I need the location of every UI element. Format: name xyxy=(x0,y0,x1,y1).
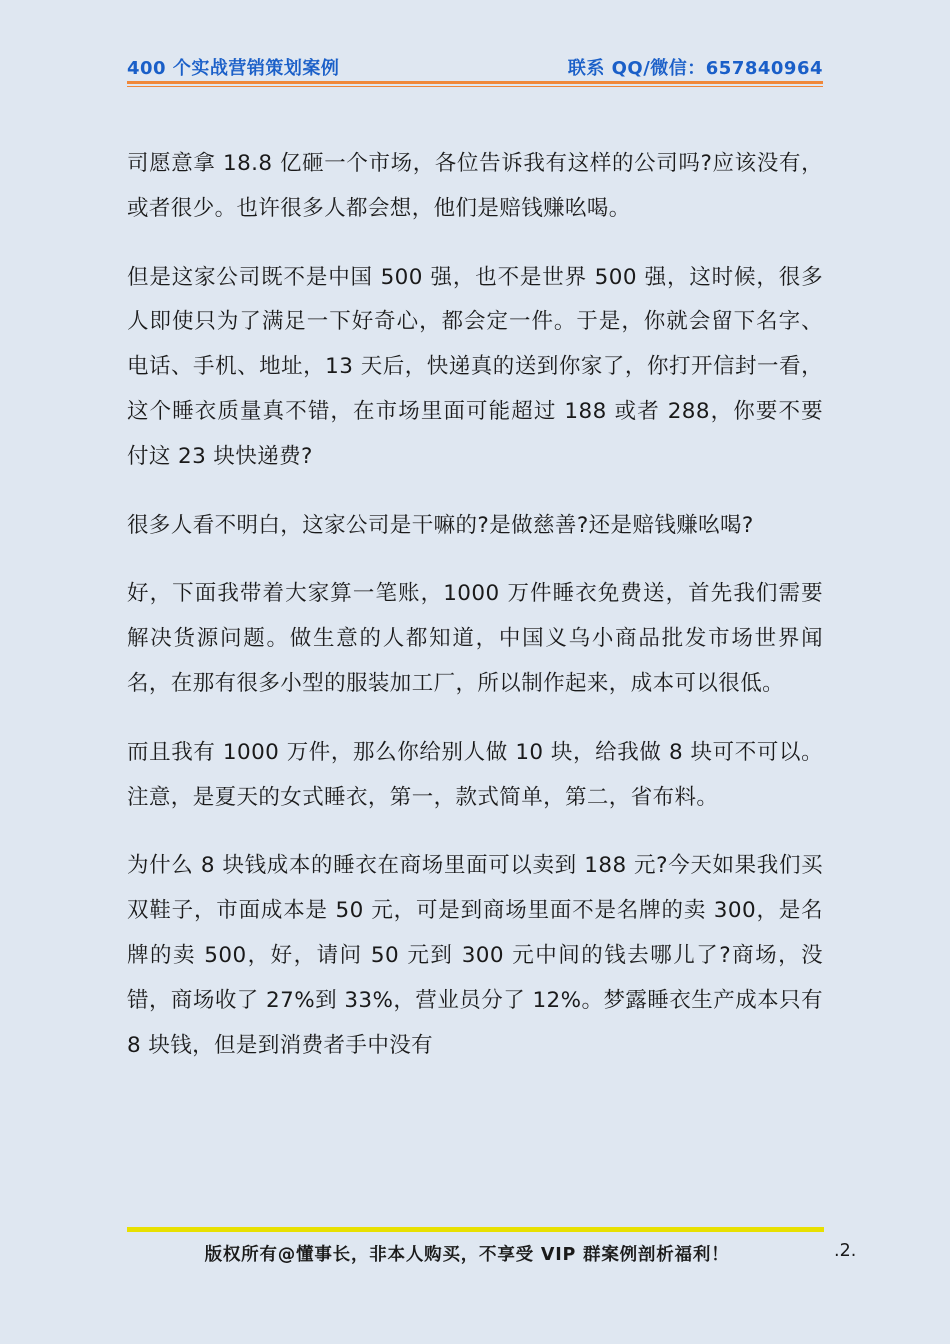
paragraph-4: 好，下面我带着大家算一笔账，1000 万件睡衣免费送，首先我们需要解决货源问题。做生意的人都知道，中国义乌小商品批发市场世界闻名，在那有很多小型的服装加工厂，所以制作起来，成本可以很低。 xyxy=(127,581,823,696)
footer-divider xyxy=(127,1227,824,1232)
header-divider xyxy=(127,81,823,84)
footer-copyright: 版权所有@懂事长，非本人购买，不享受 VIP 群案例剖析福利！ xyxy=(204,1245,730,1265)
header-divider-thin xyxy=(127,86,823,87)
paragraph-2: 但是这家公司既不是中国 500 强，也不是世界 500 强，这时候，很多人即使只为了满足一下好奇心，都会定一件。于是，你就会留下名字、电话、手机、地址，13 天后，快递真的送到你家了，你打开信封一看，这个睡衣质量真不错，在市场里面可能超过 188 或者 288，你要不要付这 23 块快递费? xyxy=(127,264,823,469)
paragraph-3: 很多人看不明白，这家公司是干嘛的?是做慈善?还是赔钱赚吆喝? xyxy=(127,512,754,538)
paragraph-1: 司愿意拿 18.8 亿砸一个市场，各位告诉我有这样的公司吗?应该没有，或者很少。也许很多人都会想，他们是赔钱赚吆喝。 xyxy=(127,151,823,221)
header-contact: 联系 QQ/微信：657840964 xyxy=(567,58,823,79)
page-number: .2. xyxy=(834,1241,857,1261)
paragraph-6: 为什么 8 块钱成本的睡衣在商场里面可以卖到 188 元?今天如果我们买双鞋子，市面成本是 50 元，可是到商场里面不是名牌的卖 300，是名牌的卖 500，好，请问 50 元到 300 元中间的钱去哪儿了?商场，没错，商场收了 27%到 33%，营业员分了 12%。梦露睡衣生产成本只有 8 块钱，但是到消费者手中没有 xyxy=(127,853,823,1058)
paragraph-5: 而且我有 1000 万件，那么你给别人做 10 块，给我做 8 块可不可以。注意，是夏天的女式睡衣，第一，款式简单，第二，省布料。 xyxy=(127,739,823,810)
body-content xyxy=(127,142,823,1092)
header-title: 400 个实战营销策划案例 xyxy=(127,58,340,79)
page-header xyxy=(127,54,823,80)
